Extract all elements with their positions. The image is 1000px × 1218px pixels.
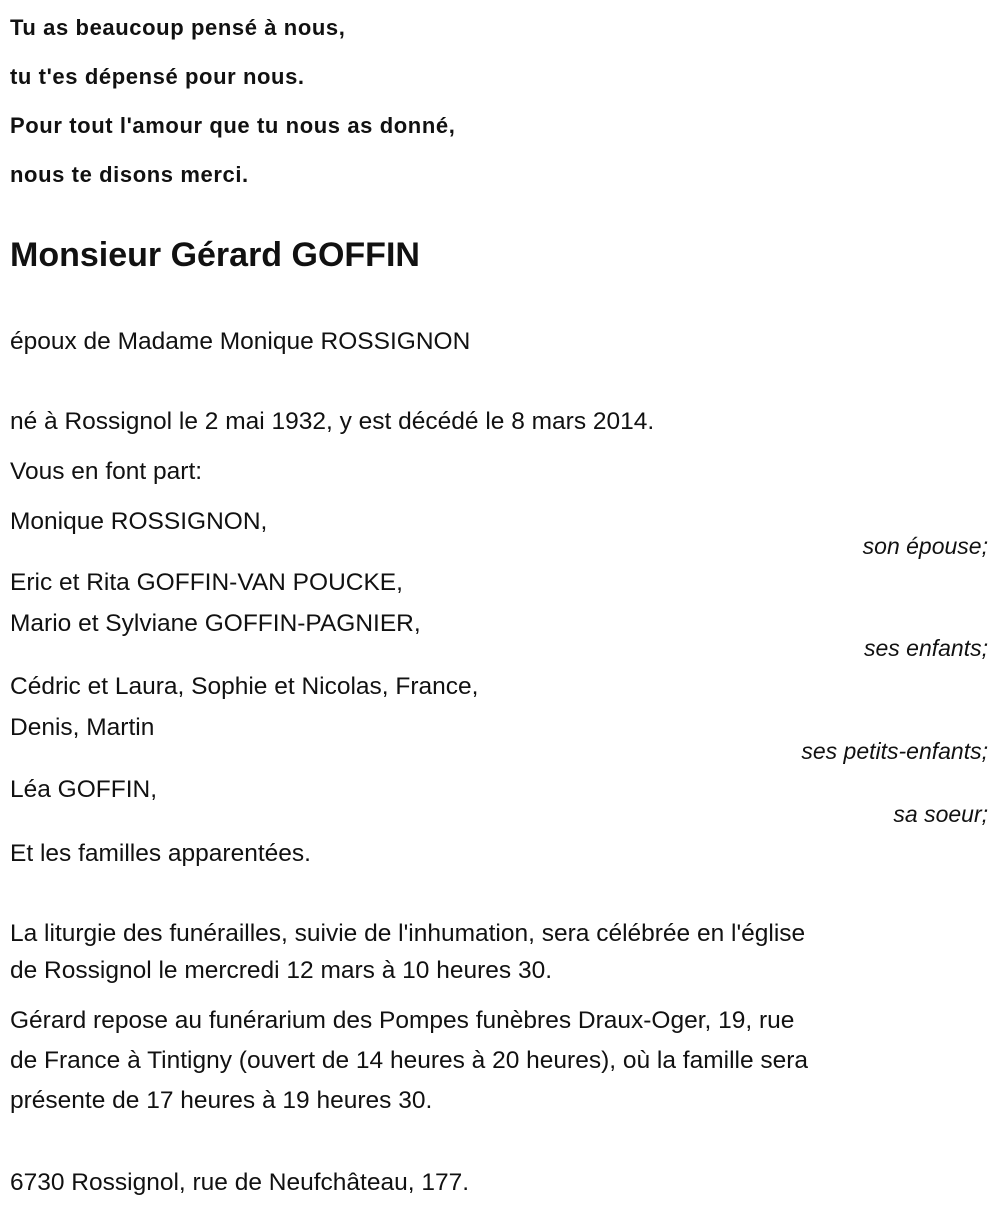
- family-relation: sa soeur;: [893, 801, 988, 827]
- family-relation: ses petits-enfants;: [801, 738, 988, 764]
- families-line: Et les familles apparentées.: [10, 840, 311, 867]
- family-relation: ses enfants;: [863, 635, 988, 661]
- funerarium-line: de France à Tintigny (ouvert de 14 heures à 20 heures), où la famille sera: [10, 1047, 809, 1074]
- funerarium-line: Gérard repose au funérarium des Pompes funèbres Draux-Oger, 19, rue: [10, 1007, 795, 1034]
- announce-line: Vous en font part:: [10, 458, 203, 485]
- liturgy-line: La liturgie des funérailles, suivie de l'inhumation, sera célébrée en l'église: [10, 920, 806, 947]
- family-relation: son épouse;: [862, 533, 988, 559]
- poem-line: Tu as beaucoup pensé à nous,: [10, 15, 346, 40]
- family-name: Léa GOFFIN,: [10, 776, 158, 803]
- funerarium-line: présente de 17 heures à 19 heures 30.: [10, 1087, 433, 1114]
- address-line: 6730 Rossignol, rue de Neufchâteau, 177.: [10, 1169, 470, 1196]
- poem-line: nous te disons merci.: [10, 162, 249, 187]
- family-name: Cédric et Laura, Sophie et Nicolas, France,: [10, 673, 479, 700]
- poem-line: tu t'es dépensé pour nous.: [10, 64, 305, 89]
- family-name: Eric et Rita GOFFIN-VAN POUCKE,: [10, 569, 403, 596]
- family-name: Mario et Sylviane GOFFIN-PAGNIER,: [10, 610, 421, 637]
- family-name: Denis, Martin: [10, 714, 155, 741]
- family-name: Monique ROSSIGNON,: [10, 508, 268, 535]
- page-title: Monsieur Gérard GOFFIN: [10, 236, 420, 274]
- liturgy-line: de Rossignol le mercredi 12 mars à 10 heures 30.: [10, 957, 553, 984]
- poem-line: Pour tout l'amour que tu nous as donné,: [10, 113, 456, 138]
- spouse-line: époux de Madame Monique ROSSIGNON: [10, 328, 471, 355]
- birth-death-line: né à Rossignol le 2 mai 1932, y est décédé le 8 mars 2014.: [10, 408, 655, 435]
